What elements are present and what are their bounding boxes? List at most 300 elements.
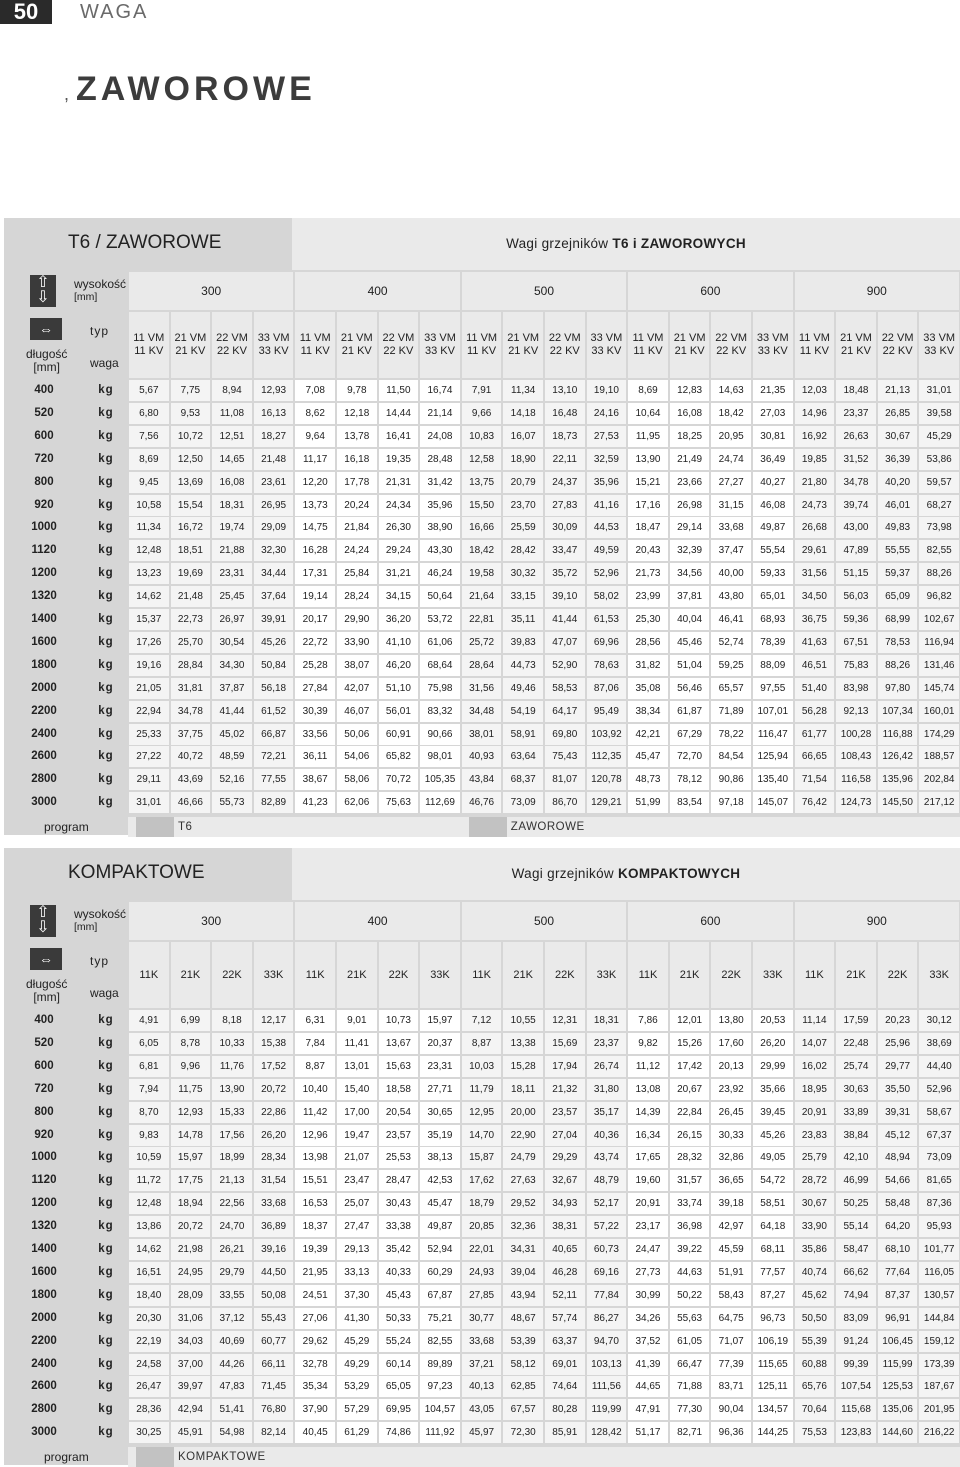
type-cell — [878, 942, 918, 1008]
weight-value: 83,54 — [670, 792, 710, 813]
weight-value: 23,37 — [587, 1033, 627, 1054]
table-row — [4, 655, 960, 676]
unit-cell: kg — [86, 1125, 126, 1146]
weight-value: 38,31 — [545, 1216, 585, 1237]
weight-value: 13,69 — [171, 472, 211, 493]
weight-value: 21,48 — [254, 449, 294, 470]
weight-value: 27,53 — [587, 426, 627, 447]
weight-value: 50,08 — [254, 1285, 294, 1306]
type-cell-text — [430, 969, 450, 982]
weight-value: 22,01 — [462, 1239, 502, 1260]
weight-value: 20,79 — [503, 472, 543, 493]
weight-value: 69,01 — [545, 1354, 585, 1375]
weight-value: 33,68 — [462, 1331, 502, 1352]
weight-value: 53,72 — [420, 609, 460, 630]
weight-value: 31,15 — [711, 495, 751, 516]
type-line: 33K — [430, 968, 450, 981]
type-line: 33 KV — [424, 345, 455, 357]
weight-value: 14,18 — [503, 403, 543, 424]
length-cell: 800 — [4, 472, 84, 493]
weight-value: 26,97 — [212, 609, 252, 630]
weight-value: 48,79 — [587, 1170, 627, 1191]
length-cell: 400 — [4, 380, 84, 401]
weight-value: 67,29 — [670, 724, 710, 745]
weight-value: 41,44 — [212, 701, 252, 722]
weight-value: 66,62 — [836, 1262, 876, 1283]
weight-value: 38,07 — [337, 655, 377, 676]
type-line: 22 VM — [715, 332, 748, 344]
weight-value: 24,93 — [462, 1262, 502, 1283]
weight-value: 29,90 — [337, 609, 377, 630]
length-cell: 520 — [4, 403, 84, 424]
weight-value: 26,68 — [795, 517, 835, 538]
weight-value: 107,34 — [878, 701, 918, 722]
weight-value: 23,31 — [212, 563, 252, 584]
unit-cell: kg — [86, 1079, 126, 1100]
weight-value: 16,34 — [628, 1125, 668, 1146]
weight-value: 18,73 — [545, 426, 585, 447]
table-row — [4, 1193, 960, 1214]
weight-value: 32,78 — [295, 1354, 335, 1375]
weight-value: 40,69 — [212, 1331, 252, 1352]
type-line: 11K — [305, 968, 325, 981]
weight-value: 88,26 — [919, 563, 959, 584]
weight-value: 50,50 — [795, 1308, 835, 1329]
weight-value: 20,30 — [129, 1308, 169, 1329]
weight-value: 87,27 — [753, 1285, 793, 1306]
weight-value: 12,20 — [295, 472, 335, 493]
weight-value: 73,09 — [919, 1147, 959, 1168]
weight-value: 11,75 — [171, 1079, 211, 1100]
length-cell: 1600 — [4, 632, 84, 653]
weight-value: 65,76 — [795, 1376, 835, 1397]
weight-value: 40,45 — [295, 1422, 335, 1443]
weight-value: 51,40 — [795, 678, 835, 699]
table-row — [4, 1399, 960, 1420]
weight-value: 65,57 — [711, 678, 751, 699]
weight-value: 27,85 — [462, 1285, 502, 1306]
length-cell: 520 — [4, 1033, 84, 1054]
type-cell-text — [757, 332, 789, 358]
weight-value: 10,59 — [129, 1147, 169, 1168]
type-cell-text — [382, 332, 414, 358]
type-line: 33 VM — [756, 332, 789, 344]
weight-value: 10,03 — [462, 1056, 502, 1077]
weight-value: 52,90 — [545, 655, 585, 676]
weight-value: 11,50 — [379, 380, 419, 401]
unit-cell: kg — [86, 1331, 126, 1352]
weight-value: 108,43 — [836, 746, 876, 767]
type-line: 22 VM — [548, 332, 581, 344]
type-line: 21K — [679, 968, 700, 981]
weight-value: 144,84 — [919, 1308, 959, 1329]
table-row — [4, 380, 960, 401]
weight-value: 144,25 — [753, 1422, 793, 1443]
weight-value: 97,23 — [420, 1376, 460, 1397]
table-row — [4, 1239, 960, 1260]
weight-value: 31,81 — [171, 678, 211, 699]
weight-value: 20,91 — [628, 1193, 668, 1214]
weight-value: 8,69 — [129, 449, 169, 470]
height-row — [4, 272, 960, 310]
weight-value: 21,13 — [212, 1170, 252, 1191]
type-line: 22K — [721, 968, 741, 981]
unit-cell: kg — [86, 586, 126, 607]
weight-value: 26,21 — [212, 1239, 252, 1260]
weight-value: 55,43 — [254, 1308, 294, 1329]
weight-value: 20,37 — [420, 1033, 460, 1054]
weight-value: 34,26 — [628, 1308, 668, 1329]
type-line: 33 VM — [424, 332, 456, 344]
weight-value: 56,46 — [670, 678, 710, 699]
weight-value: 28,36 — [129, 1399, 169, 1420]
type-cell-text — [680, 969, 700, 982]
weight-value: 22,84 — [670, 1102, 710, 1123]
table-row — [4, 746, 960, 767]
weight-value: 83,98 — [836, 678, 876, 699]
weight-value: 20,43 — [628, 540, 668, 561]
weight-value: 54,66 — [878, 1170, 918, 1191]
length-cell: 2200 — [4, 1331, 84, 1352]
weight-value: 9,78 — [337, 380, 377, 401]
weight-value: 45,29 — [919, 426, 959, 447]
weight-value: 72,21 — [254, 746, 294, 767]
weight-value: 17,56 — [212, 1125, 252, 1146]
weight-value: 52,74 — [711, 632, 751, 653]
weight-value: 48,73 — [628, 769, 668, 790]
weight-value: 45,91 — [171, 1422, 211, 1443]
weight-value: 23,99 — [628, 586, 668, 607]
length-cell: 2600 — [4, 1376, 84, 1397]
program-swatch — [136, 817, 174, 837]
type-cell — [420, 312, 460, 378]
height-label-line: [mm] — [74, 921, 98, 933]
table-row — [4, 1102, 960, 1123]
type-cell — [254, 942, 294, 1008]
weight-value: 46,24 — [420, 563, 460, 584]
type-label: typ — [90, 954, 110, 968]
weight-value: 38,90 — [420, 517, 460, 538]
weight-value: 7,91 — [462, 380, 502, 401]
length-cell: 3000 — [4, 1422, 84, 1443]
weight-value: 49,59 — [587, 540, 627, 561]
type-line: 21 KV — [175, 345, 206, 357]
unit-cell: kg — [86, 1033, 126, 1054]
height-label-line: wysokość — [74, 277, 127, 291]
weight-value: 145,74 — [919, 678, 959, 699]
weight-value: 27,04 — [545, 1125, 585, 1146]
type-line: 11 VM — [133, 332, 165, 344]
weight-value: 19,69 — [171, 563, 211, 584]
table-row — [4, 472, 960, 493]
weight-value: 34,15 — [379, 586, 419, 607]
t6-weights-table — [4, 218, 960, 835]
weight-value: 45,97 — [462, 1422, 502, 1443]
weight-value: 27,03 — [753, 403, 793, 424]
type-line: 21 KV — [840, 345, 871, 357]
weight-value: 27,71 — [420, 1079, 460, 1100]
length-cell: 1200 — [4, 1193, 84, 1214]
type-cell-text — [306, 969, 325, 982]
length-cell: 1320 — [4, 1216, 84, 1237]
weight-value: 26,20 — [753, 1033, 793, 1054]
table-row — [4, 1376, 960, 1397]
weight-value: 56,28 — [795, 701, 835, 722]
weight-value: 11,17 — [295, 449, 335, 470]
weight-value: 17,59 — [836, 1010, 876, 1031]
weight-value: 36,39 — [878, 449, 918, 470]
weight-value: 10,83 — [462, 426, 502, 447]
weight-value: 64,20 — [878, 1216, 918, 1237]
table-row — [4, 403, 960, 424]
weight-value: 6,80 — [129, 403, 169, 424]
type-line: 11K — [805, 968, 824, 981]
weight-value: 45,46 — [670, 632, 710, 653]
weight-value: 106,45 — [878, 1331, 918, 1352]
height-cell: 900 — [795, 902, 959, 940]
unit-cell: kg — [86, 632, 126, 653]
weight-value: 65,09 — [878, 586, 918, 607]
type-line: 21K — [513, 968, 533, 981]
length-cell: 2600 — [4, 746, 84, 767]
type-cell — [545, 312, 585, 378]
length-cell: 1600 — [4, 1262, 84, 1283]
height-cell: 600 — [628, 272, 792, 310]
length-cell: 1320 — [4, 586, 84, 607]
weight-value: 60,29 — [420, 1262, 460, 1283]
weight-value: 11,08 — [212, 403, 252, 424]
weight-value: 61,52 — [254, 701, 294, 722]
weight-value: 68,64 — [420, 655, 460, 676]
height-cell: 300 — [129, 902, 293, 940]
type-line: 21 KV — [341, 345, 372, 357]
weight-value: 37,47 — [711, 540, 751, 561]
weight-value: 49,46 — [503, 678, 543, 699]
length-cell: 2200 — [4, 701, 84, 722]
weight-value: 38,34 — [628, 701, 668, 722]
type-cell-text — [674, 332, 706, 358]
weight-value: 116,47 — [753, 724, 793, 745]
weight-value: 37,30 — [337, 1285, 377, 1306]
weight-value: 21,73 — [628, 563, 668, 584]
weight-value: 23,31 — [420, 1056, 460, 1077]
length-cell: 2400 — [4, 1354, 84, 1375]
unit-cell: kg — [86, 1147, 126, 1168]
length-cell: 1000 — [4, 1147, 84, 1168]
type-line: 22 KV — [882, 345, 913, 357]
weight-value: 35,42 — [379, 1239, 419, 1260]
weight-value: 17,65 — [628, 1147, 668, 1168]
weight-value: 29,77 — [878, 1056, 918, 1077]
weight-value: 21,13 — [878, 380, 918, 401]
type-cell-text — [424, 332, 456, 358]
weight-value: 25,96 — [878, 1033, 918, 1054]
type-cell-text — [805, 969, 824, 982]
weight-value: 24,16 — [587, 403, 627, 424]
weight-value: 77,30 — [670, 1399, 710, 1420]
weight-value: 8,94 — [212, 380, 252, 401]
weight-value: 67,51 — [836, 632, 876, 653]
weight-value: 25,74 — [836, 1056, 876, 1077]
weight-value: 24,34 — [379, 495, 419, 516]
weight-value: 116,05 — [919, 1262, 959, 1283]
weight-value: 57,29 — [337, 1399, 377, 1420]
weight-value: 59,37 — [878, 563, 918, 584]
weight-value: 96,36 — [711, 1422, 751, 1443]
weight-value: 12,48 — [129, 1193, 169, 1214]
weight-value: 15,38 — [254, 1033, 294, 1054]
weight-value: 15,37 — [129, 609, 169, 630]
weight-value: 14,75 — [295, 517, 335, 538]
weight-value: 56,03 — [836, 586, 876, 607]
weight-value: 36,75 — [795, 609, 835, 630]
weight-value: 89,89 — [420, 1354, 460, 1375]
weight-value: 14,62 — [129, 586, 169, 607]
weight-value: 28,56 — [628, 632, 668, 653]
weight-value: 11,95 — [628, 426, 668, 447]
weight-value: 31,56 — [462, 678, 502, 699]
weight-value: 57,22 — [587, 1216, 627, 1237]
weight-value: 52,17 — [587, 1193, 627, 1214]
type-cell-text — [133, 332, 164, 358]
weight-value: 17,75 — [171, 1170, 211, 1191]
weight-value: 55,39 — [795, 1331, 835, 1352]
weight-value: 38,67 — [295, 769, 335, 790]
type-cell — [587, 312, 627, 378]
weight-value: 15,21 — [628, 472, 668, 493]
weight-value: 40,00 — [711, 563, 751, 584]
weight-value: 27,22 — [129, 746, 169, 767]
length-cell: 720 — [4, 449, 84, 470]
weight-value: 52,16 — [212, 769, 252, 790]
weight-value: 55,54 — [753, 540, 793, 561]
weight-value: 81,07 — [545, 769, 585, 790]
weight-value: 18,94 — [171, 1193, 211, 1214]
weight-value: 7,94 — [129, 1079, 169, 1100]
weight-value: 37,87 — [212, 678, 252, 699]
weight-value: 71,89 — [711, 701, 751, 722]
weight-value: 16,18 — [337, 449, 377, 470]
weight-value: 31,01 — [129, 792, 169, 813]
weight-value: 44,65 — [628, 1376, 668, 1397]
weight-value: 41,44 — [545, 609, 585, 630]
weight-value: 11,12 — [628, 1056, 668, 1077]
weight-value: 104,57 — [420, 1399, 460, 1420]
weight-value: 82,55 — [919, 540, 959, 561]
type-line: 33 VM — [590, 332, 623, 344]
weight-value: 24,73 — [795, 495, 835, 516]
table-row — [4, 1056, 960, 1077]
weight-value: 37,52 — [628, 1331, 668, 1352]
weight-value: 52,96 — [919, 1079, 959, 1100]
weight-value: 40,65 — [545, 1239, 585, 1260]
type-label: typ — [90, 324, 110, 338]
type-cell — [670, 312, 710, 378]
weight-value: 11,34 — [129, 517, 169, 538]
unit-cell: kg — [86, 1308, 126, 1329]
weight-value: 25,84 — [337, 563, 377, 584]
weight-value: 96,82 — [919, 586, 959, 607]
length-cell: 2800 — [4, 1399, 84, 1420]
weight-value: 19,10 — [587, 380, 627, 401]
length-cell: 720 — [4, 1079, 84, 1100]
weight-value: 130,57 — [919, 1285, 959, 1306]
weight-value: 44,50 — [254, 1262, 294, 1283]
weight-value: 43,84 — [462, 769, 502, 790]
type-cell-text — [923, 332, 955, 358]
weight-value: 21,95 — [295, 1262, 335, 1283]
weight-value: 17,52 — [254, 1056, 294, 1077]
weight-value: 15,97 — [171, 1147, 211, 1168]
weight-value: 107,54 — [836, 1376, 876, 1397]
weight-value: 46,51 — [795, 655, 835, 676]
type-line: 11K — [638, 968, 658, 981]
weight-value: 22,11 — [545, 449, 585, 470]
table-row — [4, 1422, 960, 1443]
type-cell-text — [466, 332, 497, 358]
weight-value: 29,11 — [129, 769, 169, 790]
weight-value: 20,13 — [711, 1056, 751, 1077]
weight-value: 33,90 — [337, 632, 377, 653]
type-cell — [129, 942, 169, 1008]
weight-value: 21,07 — [337, 1147, 377, 1168]
program-label: program — [44, 1450, 89, 1465]
weight-value: 58,53 — [545, 678, 585, 699]
weight-value: 21,32 — [545, 1079, 585, 1100]
type-cell — [753, 942, 793, 1008]
table-row — [4, 517, 960, 538]
weight-value: 17,00 — [337, 1102, 377, 1123]
weight-value: 95,93 — [919, 1216, 959, 1237]
length-cell: 800 — [4, 1102, 84, 1123]
weight-value: 50,84 — [254, 655, 294, 676]
weight-value: 9,53 — [171, 403, 211, 424]
weight-value: 97,80 — [878, 678, 918, 699]
weight-value: 42,94 — [171, 1399, 211, 1420]
type-cell — [503, 312, 543, 378]
weight-label: waga — [90, 986, 119, 1000]
weight-value: 18,58 — [379, 1079, 419, 1100]
weight-value: 45,26 — [753, 1125, 793, 1146]
length-cell: 600 — [4, 1056, 84, 1077]
length-cell: 1200 — [4, 563, 84, 584]
weight-value: 82,14 — [254, 1422, 294, 1443]
weight-value: 25,53 — [379, 1147, 419, 1168]
weight-value: 107,01 — [753, 701, 793, 722]
unit-cell: kg — [86, 1354, 126, 1375]
table-row — [4, 1285, 960, 1306]
weight-value: 25,28 — [295, 655, 335, 676]
weight-value: 115,68 — [836, 1399, 876, 1420]
weight-value: 159,12 — [919, 1331, 959, 1352]
weight-value: 8,78 — [171, 1033, 211, 1054]
unit-cell: kg — [86, 1239, 126, 1260]
weight-value: 26,63 — [836, 426, 876, 447]
weight-value: 27,06 — [295, 1308, 335, 1329]
weight-value: 45,26 — [254, 632, 294, 653]
type-line: 21K — [846, 968, 866, 981]
weight-value: 97,55 — [753, 678, 793, 699]
weight-value: 48,67 — [503, 1308, 543, 1329]
weight-value: 13,80 — [711, 1010, 751, 1031]
weight-value: 13,86 — [129, 1216, 169, 1237]
leftright-arrow-icon: ⇔ — [30, 948, 62, 970]
weight-value: 76,42 — [795, 792, 835, 813]
weight-value: 102,67 — [919, 609, 959, 630]
weight-value: 60,88 — [795, 1354, 835, 1375]
weight-value: 30,81 — [753, 426, 793, 447]
type-line: 11 VM — [299, 332, 331, 344]
